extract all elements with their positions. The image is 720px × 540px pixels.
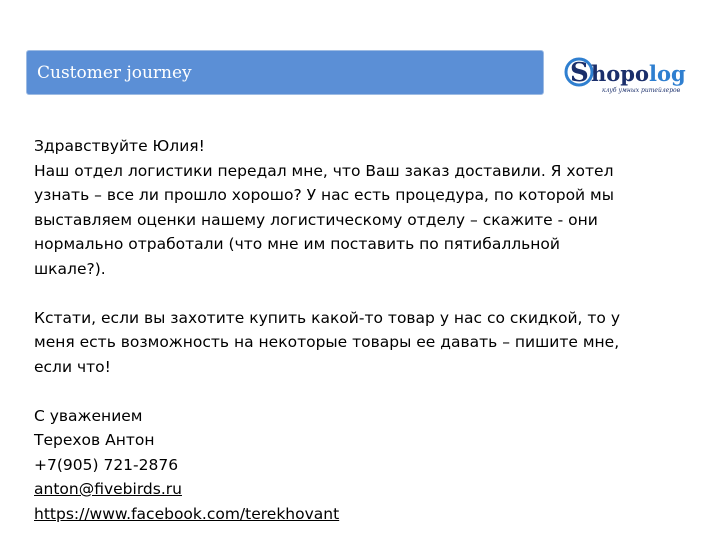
message-body xyxy=(34,134,634,526)
logo-graphic xyxy=(564,52,694,100)
logo-wordmark-end: log xyxy=(648,61,686,86)
logo-wordmark xyxy=(591,61,686,86)
signature-phone: +7(905) 721-2876 xyxy=(34,455,179,474)
logo-mark: S xyxy=(570,58,589,88)
signature-name: Терехов Антон xyxy=(34,431,155,449)
paragraph-logistics: Наш отдел логистики передал мне, что Ваш заказ доставили. Я хотел узнать – все ли прошло хорошо? У нас есть процедура, по которой мы выставляем оценки нашему логистическому отделу – скажите - они нормально отработали (что мне им поставить по пятибалльной шкале?). xyxy=(34,161,614,278)
logo-wordmark-main: hopo xyxy=(591,61,649,86)
spacer xyxy=(34,281,634,306)
paragraph-discount: Кстати, если вы захотите купить какой-то товар у нас со скидкой, то у меня есть возможность на некоторые товары ее давать – пишите мне, если что! xyxy=(34,308,620,376)
page-title: Customer journey xyxy=(37,62,192,83)
logo-tagline: клуб умных ритейлеров xyxy=(602,87,681,94)
spacer xyxy=(34,379,634,404)
shopolog-logo xyxy=(564,52,694,100)
facebook-link[interactable]: https://www.facebook.com/terekhovant xyxy=(34,504,340,523)
greeting: Здравствуйте Юлия! xyxy=(34,137,205,155)
signature-closing: С уважением xyxy=(34,406,143,425)
header-bar xyxy=(26,50,544,95)
email-link[interactable]: anton@fivebirds.ru xyxy=(34,480,182,498)
